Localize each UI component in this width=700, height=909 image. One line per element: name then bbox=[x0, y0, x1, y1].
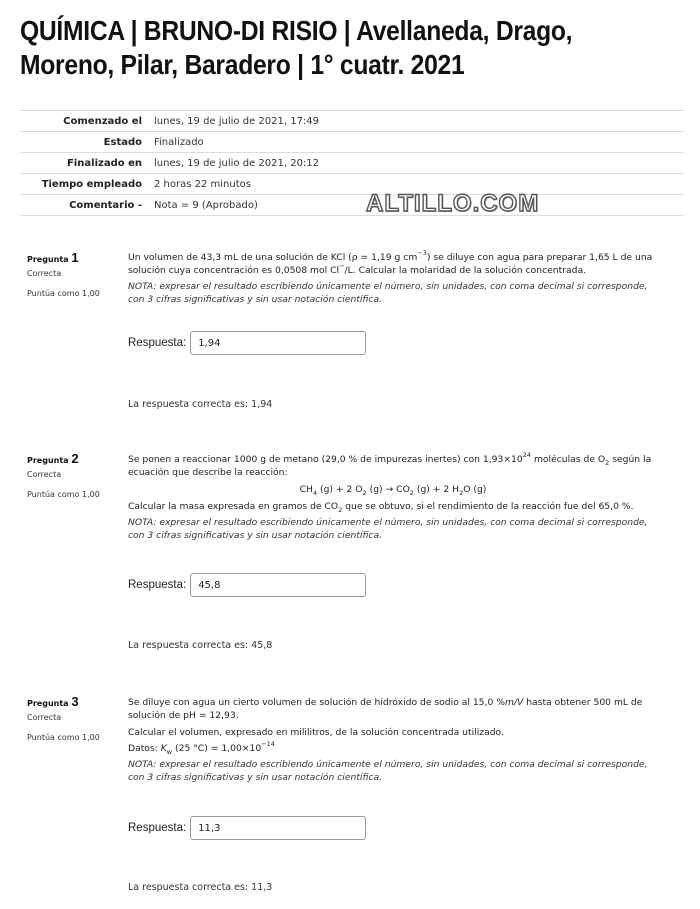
summary-label: Finalizado en bbox=[20, 153, 148, 174]
summary-value: lunes, 19 de julio de 2021, 20:12 bbox=[148, 153, 684, 174]
attempt-summary bbox=[20, 110, 684, 216]
question-number bbox=[27, 250, 119, 265]
question-text bbox=[128, 696, 658, 784]
question-statement-2: Calcular el volumen, expresado en mililitros, de la solución concentrada utilizado. bbox=[128, 727, 504, 738]
question-prefix: Pregunta bbox=[27, 699, 69, 708]
page-title: QUÍMICA | BRUNO-DI RISIO | Avellaneda, Drago, Moreno, Pilar, Baradero | 1° cuatr. 2021 bbox=[20, 15, 573, 80]
question-state: Correcta bbox=[27, 269, 62, 278]
answer-input[interactable]: 45,8 bbox=[190, 573, 366, 597]
question-info bbox=[27, 451, 119, 499]
question-statement-2: Calcular la masa expresada en gramos de $CO_2$ que se obtuvo, si el rendimiento de la reacción fue del 65,0 %. bbox=[128, 501, 634, 514]
question-note: NOTA: expresar el resultado escribiendo únicamente el número, sin unidades, con coma decimal si corresponde, con 3 cifras significativas y sin usar notación científica. bbox=[128, 759, 648, 783]
question-grade: Puntúa como 1,00 bbox=[27, 733, 100, 742]
reaction-equation: $CH_4$ (g) + 2 $O_2$ $(g) \to CO_2$ (g) + 2 $H_2O$ (g) bbox=[299, 484, 487, 497]
summary-value: Finalizado bbox=[148, 132, 684, 153]
question-state: Correcta bbox=[27, 470, 62, 479]
summary-row bbox=[20, 132, 684, 153]
answer-row bbox=[128, 331, 366, 355]
summary-label: Comentario - bbox=[20, 195, 148, 216]
answer-input[interactable]: 11,3 bbox=[190, 816, 366, 840]
answer-row bbox=[128, 816, 366, 840]
summary-row bbox=[20, 111, 684, 132]
summary-value: Nota = 9 (Aprobado) bbox=[148, 195, 684, 216]
summary-label: Comenzado el bbox=[20, 111, 148, 132]
correct-answer: La respuesta correcta es: 45,8 bbox=[128, 640, 273, 651]
question-state: Correcta bbox=[27, 713, 62, 722]
correct-answer: La respuesta correcta es: 1,94 bbox=[128, 399, 273, 410]
question-data: Datos: $K_w$ (25 $^\circ C) = 1,00\times 10^{-14}$ bbox=[128, 740, 275, 756]
summary-row bbox=[20, 153, 684, 174]
question-note: NOTA: expresar el resultado escribiendo únicamente el número, sin unidades, con coma decimal si corresponde, con 3 cifras significativas y sin usar notación científica. bbox=[128, 517, 648, 541]
answer-label: Respuesta: bbox=[128, 337, 187, 349]
question-text bbox=[128, 453, 658, 542]
question-text bbox=[128, 251, 658, 306]
question-number-value: 3 bbox=[71, 694, 79, 709]
question-info bbox=[27, 694, 119, 742]
summary-row bbox=[20, 195, 684, 216]
summary-label: Tiempo empleado bbox=[20, 174, 148, 195]
question-grade: Puntúa como 1,00 bbox=[27, 289, 100, 298]
question-note: NOTA: expresar el resultado escribiendo únicamente el número, sin unidades, con coma decimal si corresponde, con 3 cifras significativas y sin usar notación científica. bbox=[128, 281, 648, 305]
question-number-value: 1 bbox=[71, 250, 79, 265]
question-number bbox=[27, 451, 119, 466]
summary-value: 2 horas 22 minutos bbox=[148, 174, 684, 195]
answer-input[interactable]: 1,94 bbox=[190, 331, 366, 355]
question-prefix: Pregunta bbox=[27, 255, 69, 264]
answer-label: Respuesta: bbox=[128, 822, 187, 834]
correct-answer: La respuesta correcta es: 11,3 bbox=[128, 882, 273, 893]
question-grade: Puntúa como 1,00 bbox=[27, 490, 100, 499]
summary-label: Estado bbox=[20, 132, 148, 153]
answer-row bbox=[128, 573, 366, 597]
question-statement: Se ponen a reaccionar 1000 g de metano (29,0 % de impurezas inertes) con $1,93\times 10^{24}$ moléculas de $O_2$ según la ecuación que describe la reacción: bbox=[128, 451, 652, 478]
watermark: ALTILLO.COM bbox=[366, 190, 540, 217]
question-statement: Un volumen de 43,3 mL de una solución de KCl (ρ = 1,19 g $cm^{-3}$) se diluye con agua para preparar 1,65 L de una solución cuya concentración es 0,0508 mol Cl−/L. Calcular la molaridad de la solución concentrada. bbox=[128, 249, 653, 276]
question-info bbox=[27, 250, 119, 298]
answer-label: Respuesta: bbox=[128, 579, 187, 591]
question-statement: Se diluye con agua un cierto volumen de solución de hidróxido de sodio al 15,0 %m/V hasta obtener 500 mL de solución de pH = 12,93. bbox=[128, 697, 643, 721]
question-number-value: 2 bbox=[71, 451, 79, 466]
question-number bbox=[27, 694, 119, 709]
question-prefix: Pregunta bbox=[27, 456, 69, 465]
summary-value: lunes, 19 de julio de 2021, 17:49 bbox=[148, 111, 684, 132]
summary-row bbox=[20, 174, 684, 195]
